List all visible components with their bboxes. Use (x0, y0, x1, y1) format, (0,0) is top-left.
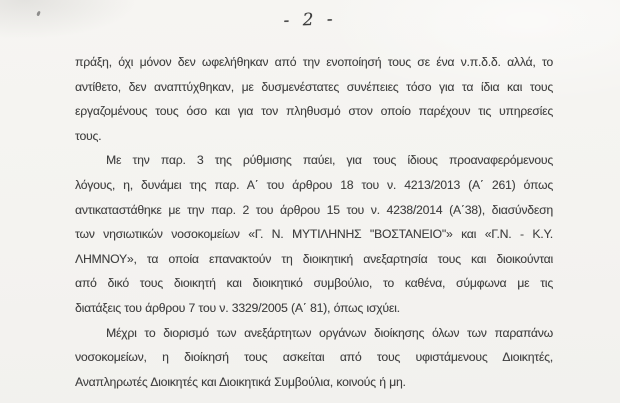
text-line: Μέχρι το διορισμό των ανεξάρτητων οργάνων διοίκησης όλων των παραπάνω (106, 325, 553, 340)
text-line: των νησιωτικών νοσοκομείων «Γ. Ν. ΜΥΤΙΛΗΝΗΣ "ΒΟΣΤΑΝΕΙΟ"» και «Γ.Ν. - Κ.Υ. (75, 227, 553, 242)
text-line: διατάξεις του άρθρου 7 του ν. 3329/2005 (Α΄ 81), όπως ισχύει. (75, 300, 400, 315)
text-line: αντικαταστάθηκε με την παρ. 2 του άρθρου 15 του ν. 4238/2014 (Α΄38), διασύνδεση (75, 202, 553, 217)
text-line: ΛΗΜΝΟΥ», τα οποία επανακτούν τη διοικητική ανεξαρτησία τους και διοικούνται (75, 251, 553, 266)
page-number: - 2 - (283, 9, 337, 31)
paragraph-2 (75, 148, 553, 320)
paragraph-1 (75, 50, 553, 148)
text-line: από δικό τους διοικητή και διοικητικό συμβούλιο, το καθένα, σύμφωνα με τις (75, 276, 553, 291)
paragraph-3 (75, 321, 553, 395)
scan-speck-mark (36, 11, 40, 17)
document-body (75, 50, 553, 394)
text-line: Αναπληρωτές Διοικητές και Διοικητικά Συμβούλια, κοινούς ή μη. (75, 374, 406, 389)
text-line: νοσοκομείων, η διοίκησή τους ασκείται από τους υφιστάμενους Διοικητές, (75, 350, 553, 365)
text-line: εργαζομένους τους όσο και για τον πληθυσμό στον οποίο παρέχουν τις υπηρεσίες (75, 104, 553, 119)
text-line: τους. (75, 128, 102, 143)
text-line: αντίθετο, δεν αναπτύχθηκαν, με δυσμενέστατες συνέπειες τόσο για τα ίδια και τους (75, 79, 553, 94)
text-line: Με την παρ. 3 της ρύθμισης παύει, για τους ίδιους προαναφερόμενους (106, 153, 553, 168)
text-line: πράξη, όχι μόνον δεν ωφελήθηκαν από την ενοποίησή τους σε ένα ν.π.δ.δ. αλλά, το (75, 55, 553, 69)
text-line: λόγους, η, δυνάμει της παρ. Α΄ του άρθρου 18 του ν. 4213/2013 (Α΄ 261) όπως (75, 177, 553, 192)
